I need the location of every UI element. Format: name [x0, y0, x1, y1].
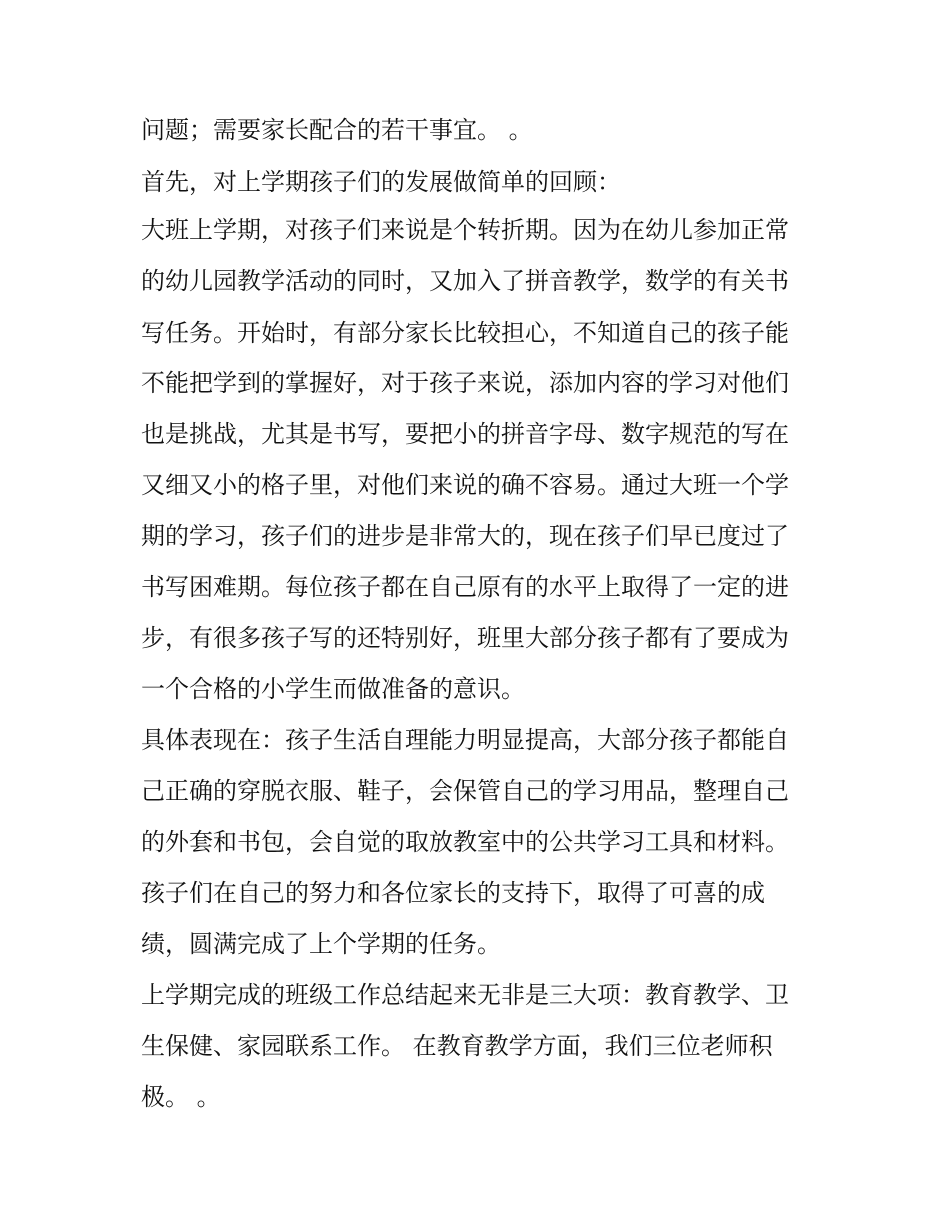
text-line: 不能把学到的掌握好，对于孩子来说，添加内容的学习对他们 — [141, 369, 789, 397]
text-line: 步，有很多孩子写的还特别好，班里大部分孩子都有了要成为 — [141, 624, 789, 652]
text-line: 的幼儿园教学活动的同时，又加入了拼音教学，数学的有关书 — [141, 267, 789, 295]
text-line: 也是挑战，尤其是书写，要把小的拼音字母、数字规范的写在 — [141, 420, 789, 448]
text-line: 极。 。 — [141, 1083, 221, 1111]
text-line: 的外套和书包，会自觉的取放教室中的公共学习工具和材料。 — [141, 828, 789, 856]
text-line: 期的学习，孩子们的进步是非常大的，现在孩子们早已度过了 — [141, 522, 789, 550]
text-line: 上学期完成的班级工作总结起来无非是三大项：教育教学、卫 — [141, 981, 789, 1009]
text-line: 己正确的穿脱衣服、鞋子，会保管自己的学习用品，整理自己 — [141, 777, 789, 805]
text-line: 问题；需要家长配合的若干事宜。 。 — [141, 116, 533, 144]
text-line: 孩子们在自己的努力和各位家长的支持下，取得了可喜的成 — [141, 879, 765, 907]
text-line: 一个合格的小学生而做准备的意识。 — [141, 675, 525, 703]
text-line: 生保健、家园联系工作。 在教育教学方面，我们三位老师积 — [141, 1032, 773, 1060]
text-line: 书写困难期。每位孩子都在自己原有的水平上取得了一定的进 — [141, 573, 789, 601]
text-line: 大班上学期，对孩子们来说是个转折期。因为在幼儿参加正常 — [141, 216, 789, 244]
text-line: 绩，圆满完成了上个学期的任务。 — [141, 930, 501, 958]
text-line: 首先，对上学期孩子们的发展做简单的回顾： — [141, 168, 621, 196]
text-line: 具体表现在：孩子生活自理能力明显提高，大部分孩子都能自 — [141, 726, 789, 754]
text-line: 又细又小的格子里，对他们来说的确不容易。通过大班一个学 — [141, 471, 789, 499]
text-line: 写任务。开始时，有部分家长比较担心，不知道自己的孩子能 — [141, 319, 789, 347]
